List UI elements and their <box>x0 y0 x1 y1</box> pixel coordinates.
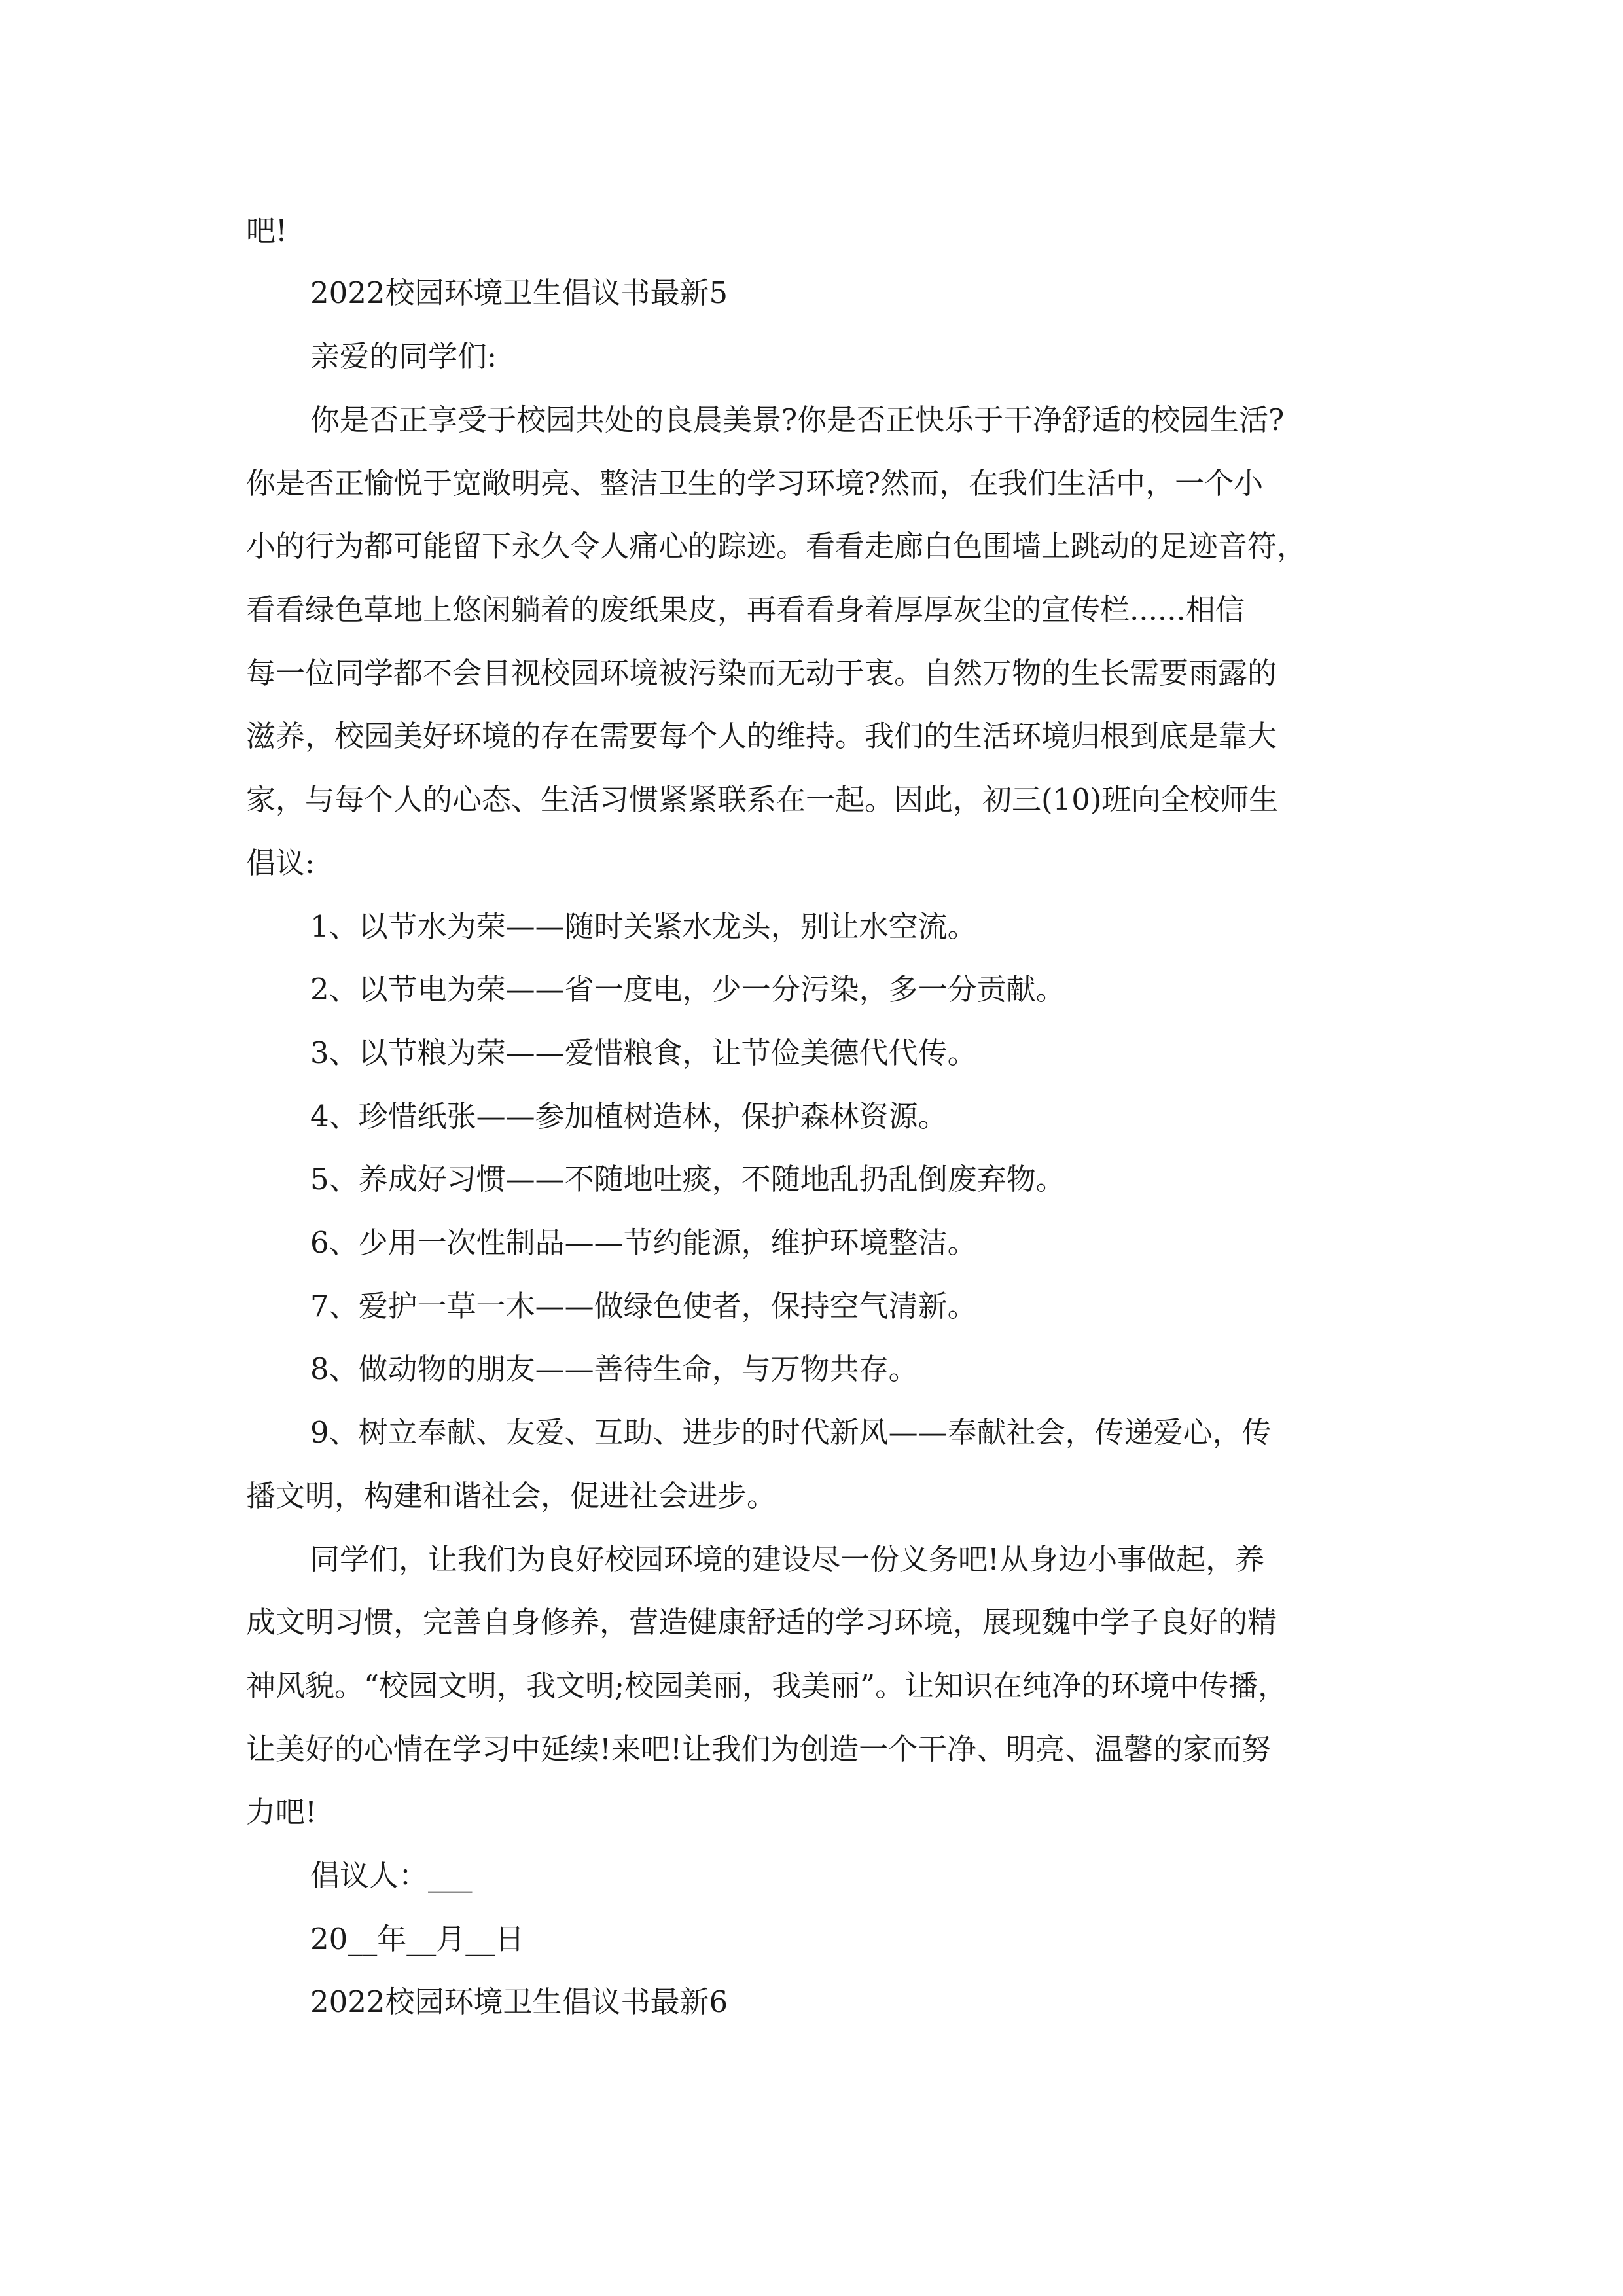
date-line: 20__年__月__日 <box>310 1922 525 1956</box>
text-line: 播文明，构建和谐社会，促进社会进步。 <box>246 1479 777 1513</box>
text-line: 让美好的心情在学习中延续!来吧!让我们为创造一个干净、明亮、温馨的家而努 <box>246 1732 1272 1767</box>
list-item: 1、以节水为荣——随时关紧水龙头，别让水空流。 <box>310 909 977 944</box>
list-item: 6、少用一次性制品——节约能源，维护环境整洁。 <box>310 1225 977 1260</box>
section-heading: 2022校园环境卫生倡议书最新5 <box>310 276 728 310</box>
list-item: 9、树立奉献、友爱、互助、进步的时代新风——奉献社会，传递爱心，传 <box>310 1415 1272 1450</box>
text-line: 小的行为都可能留下永久令人痛心的踪迹。看看走廊白色围墙上跳动的足迹音符， <box>246 529 1307 564</box>
list-item: 2、以节电为荣——省一度电，少一分污染，多一分贡献。 <box>310 972 1065 1007</box>
section-heading: 2022校园环境卫生倡议书最新6 <box>310 1984 728 2019</box>
text-line: 倡议: <box>246 846 315 880</box>
text-line: 吧! <box>246 213 288 248</box>
signature-line: 倡议人：___ <box>310 1858 473 1893</box>
text-line: 同学们，让我们为良好校园环境的建设尽一份义务吧!从身边小事做起，养 <box>310 1542 1265 1577</box>
text-line: 每一位同学都不会目视校园环境被污染而无动于衷。自然万物的生长需要雨露的 <box>246 656 1277 691</box>
text-line: 神风貌。“校园文明，我文明;校园美丽，我美丽”。让知识在纯净的环境中传播， <box>246 1668 1288 1703</box>
list-item: 8、做动物的朋友——善待生命，与万物共存。 <box>310 1352 918 1386</box>
text-line: 你是否正享受于校园共处的良晨美景?你是否正快乐于干净舒适的校园生活? <box>310 403 1285 437</box>
list-item: 7、爱护一草一木——做绿色使者，保持空气清新。 <box>310 1289 977 1323</box>
list-item: 3、以节粮为荣——爱惜粮食，让节俭美德代代传。 <box>310 1035 977 1070</box>
text-line: 看看绿色草地上悠闲躺着的废纸果皮，再看看身着厚厚灰尘的宣传栏......相信 <box>246 592 1245 627</box>
list-item: 5、养成好习惯——不随地吐痰，不随地乱扔乱倒废弃物。 <box>310 1162 1065 1196</box>
text-line: 家，与每个人的心态、生活习惯紧紧联系在一起。因此，初三(10)班向全校师生 <box>246 782 1279 817</box>
text-line: 力吧! <box>246 1795 317 1829</box>
list-item: 4、珍惜纸张——参加植树造林，保护森林资源。 <box>310 1099 948 1134</box>
text-line: 你是否正愉悦于宽敞明亮、整洁卫生的学习环境?然而，在我们生活中，一个小 <box>246 466 1264 501</box>
text-line: 滋养，校园美好环境的存在需要每个人的维持。我们的生活环境归根到底是靠大 <box>246 719 1277 753</box>
text-line: 成文明习惯，完善自身修养，营造健康舒适的学习环境，展现魏中学子良好的精 <box>246 1605 1277 1640</box>
salutation: 亲爱的同学们: <box>310 339 497 374</box>
